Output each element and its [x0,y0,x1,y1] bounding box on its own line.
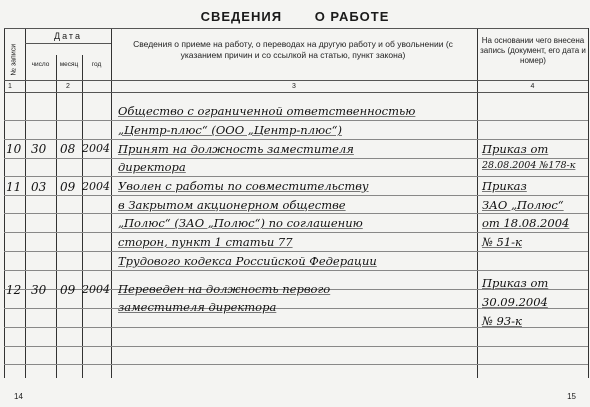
entry-number: 10 [6,142,22,156]
org-name-line-2: „Центр-плюс“ (ООО „Центр-плюс“) [118,123,342,137]
rule-line [4,232,588,233]
entry-basis: 30.09.2004 [482,295,548,309]
entry-basis: № 51-к [482,235,522,249]
entry-number: 11 [6,180,22,194]
rule-line [4,158,588,159]
col-border-right [588,28,589,378]
header-day: число [31,61,50,68]
entry-year: 2004 [82,180,110,193]
entry-year: 2004 [82,142,110,155]
header-top-line [4,28,588,29]
entry-basis: Приказ от [482,142,549,156]
rule-line [4,364,588,365]
entry-month: 09 [60,283,76,297]
entry-basis: ЗАО „Полюс“ [482,198,564,212]
entry-text: директора [118,160,186,174]
title-part-2: О РАБОТЕ [314,9,390,24]
entry-day: 30 [31,283,47,297]
page-title [0,9,590,24]
col-border-3 [82,55,83,378]
rule-line [4,176,588,177]
entry-number: 12 [6,283,22,297]
header-month: месяц [59,61,79,68]
rule-line [4,139,588,140]
entry-month: 08 [60,142,76,156]
rule-line [4,195,588,196]
header-number-2: 2 [66,83,70,90]
rule-line [4,120,588,121]
entry-text: Уволен с работы по совместительству [118,179,369,193]
entry-month: 09 [60,180,76,194]
entry-day: 03 [31,180,47,194]
entry-text: заместителя директора [118,300,277,314]
entry-text: „Полюс“ (ЗАО „Полюс“) по соглашению [118,216,363,230]
entry-text: Переведен на должность первого [118,282,331,296]
header-basis: На основании чего внесена запись (документ, его дата и номер) [480,36,586,65]
header-num-line [4,92,588,93]
rule-line [4,346,588,347]
header-number-3: 3 [292,83,296,90]
entry-basis: Приказ [482,179,527,193]
header-date: Дата [54,31,82,41]
col-border-2 [56,55,57,378]
header-bottom-line [4,80,588,81]
entry-year: 2004 [82,283,110,296]
entry-day: 30 [31,142,47,156]
entry-basis: Приказ от [482,276,549,290]
header-number-4: 4 [530,83,535,90]
page-number-left: 14 [14,392,23,401]
entry-basis: от 18.08.2004 [482,216,570,230]
org-name-line-1: Общество с ограниченной ответственностью [118,104,416,118]
rule-line [4,251,588,252]
header-entry-number: № записи [10,43,18,76]
page-number-right: 15 [567,392,576,401]
header-info: Сведения о приеме на работу, о переводах на другую работу и об увольнении (с указанием причин и со ссылкой на статью, пункт закона) [133,39,453,60]
title-part-1: СВЕДЕНИЯ [200,9,283,24]
header-number-1: 1 [8,83,12,90]
entry-text: сторон, пункт 1 статьи 77 [118,235,293,249]
entry-text: в Закрытом акционерном обществе [118,198,346,212]
entry-basis: 28.08.2004 №178-к [482,160,576,171]
rule-line [4,213,588,214]
rule-line [4,270,588,271]
header-year: год [91,61,102,68]
entry-basis: № 93-к [482,314,522,328]
entry-text: Трудового кодекса Российской Федерации [118,254,377,268]
entry-text: Принят на должность заместителя [118,142,354,156]
date-sub-line [25,43,111,44]
